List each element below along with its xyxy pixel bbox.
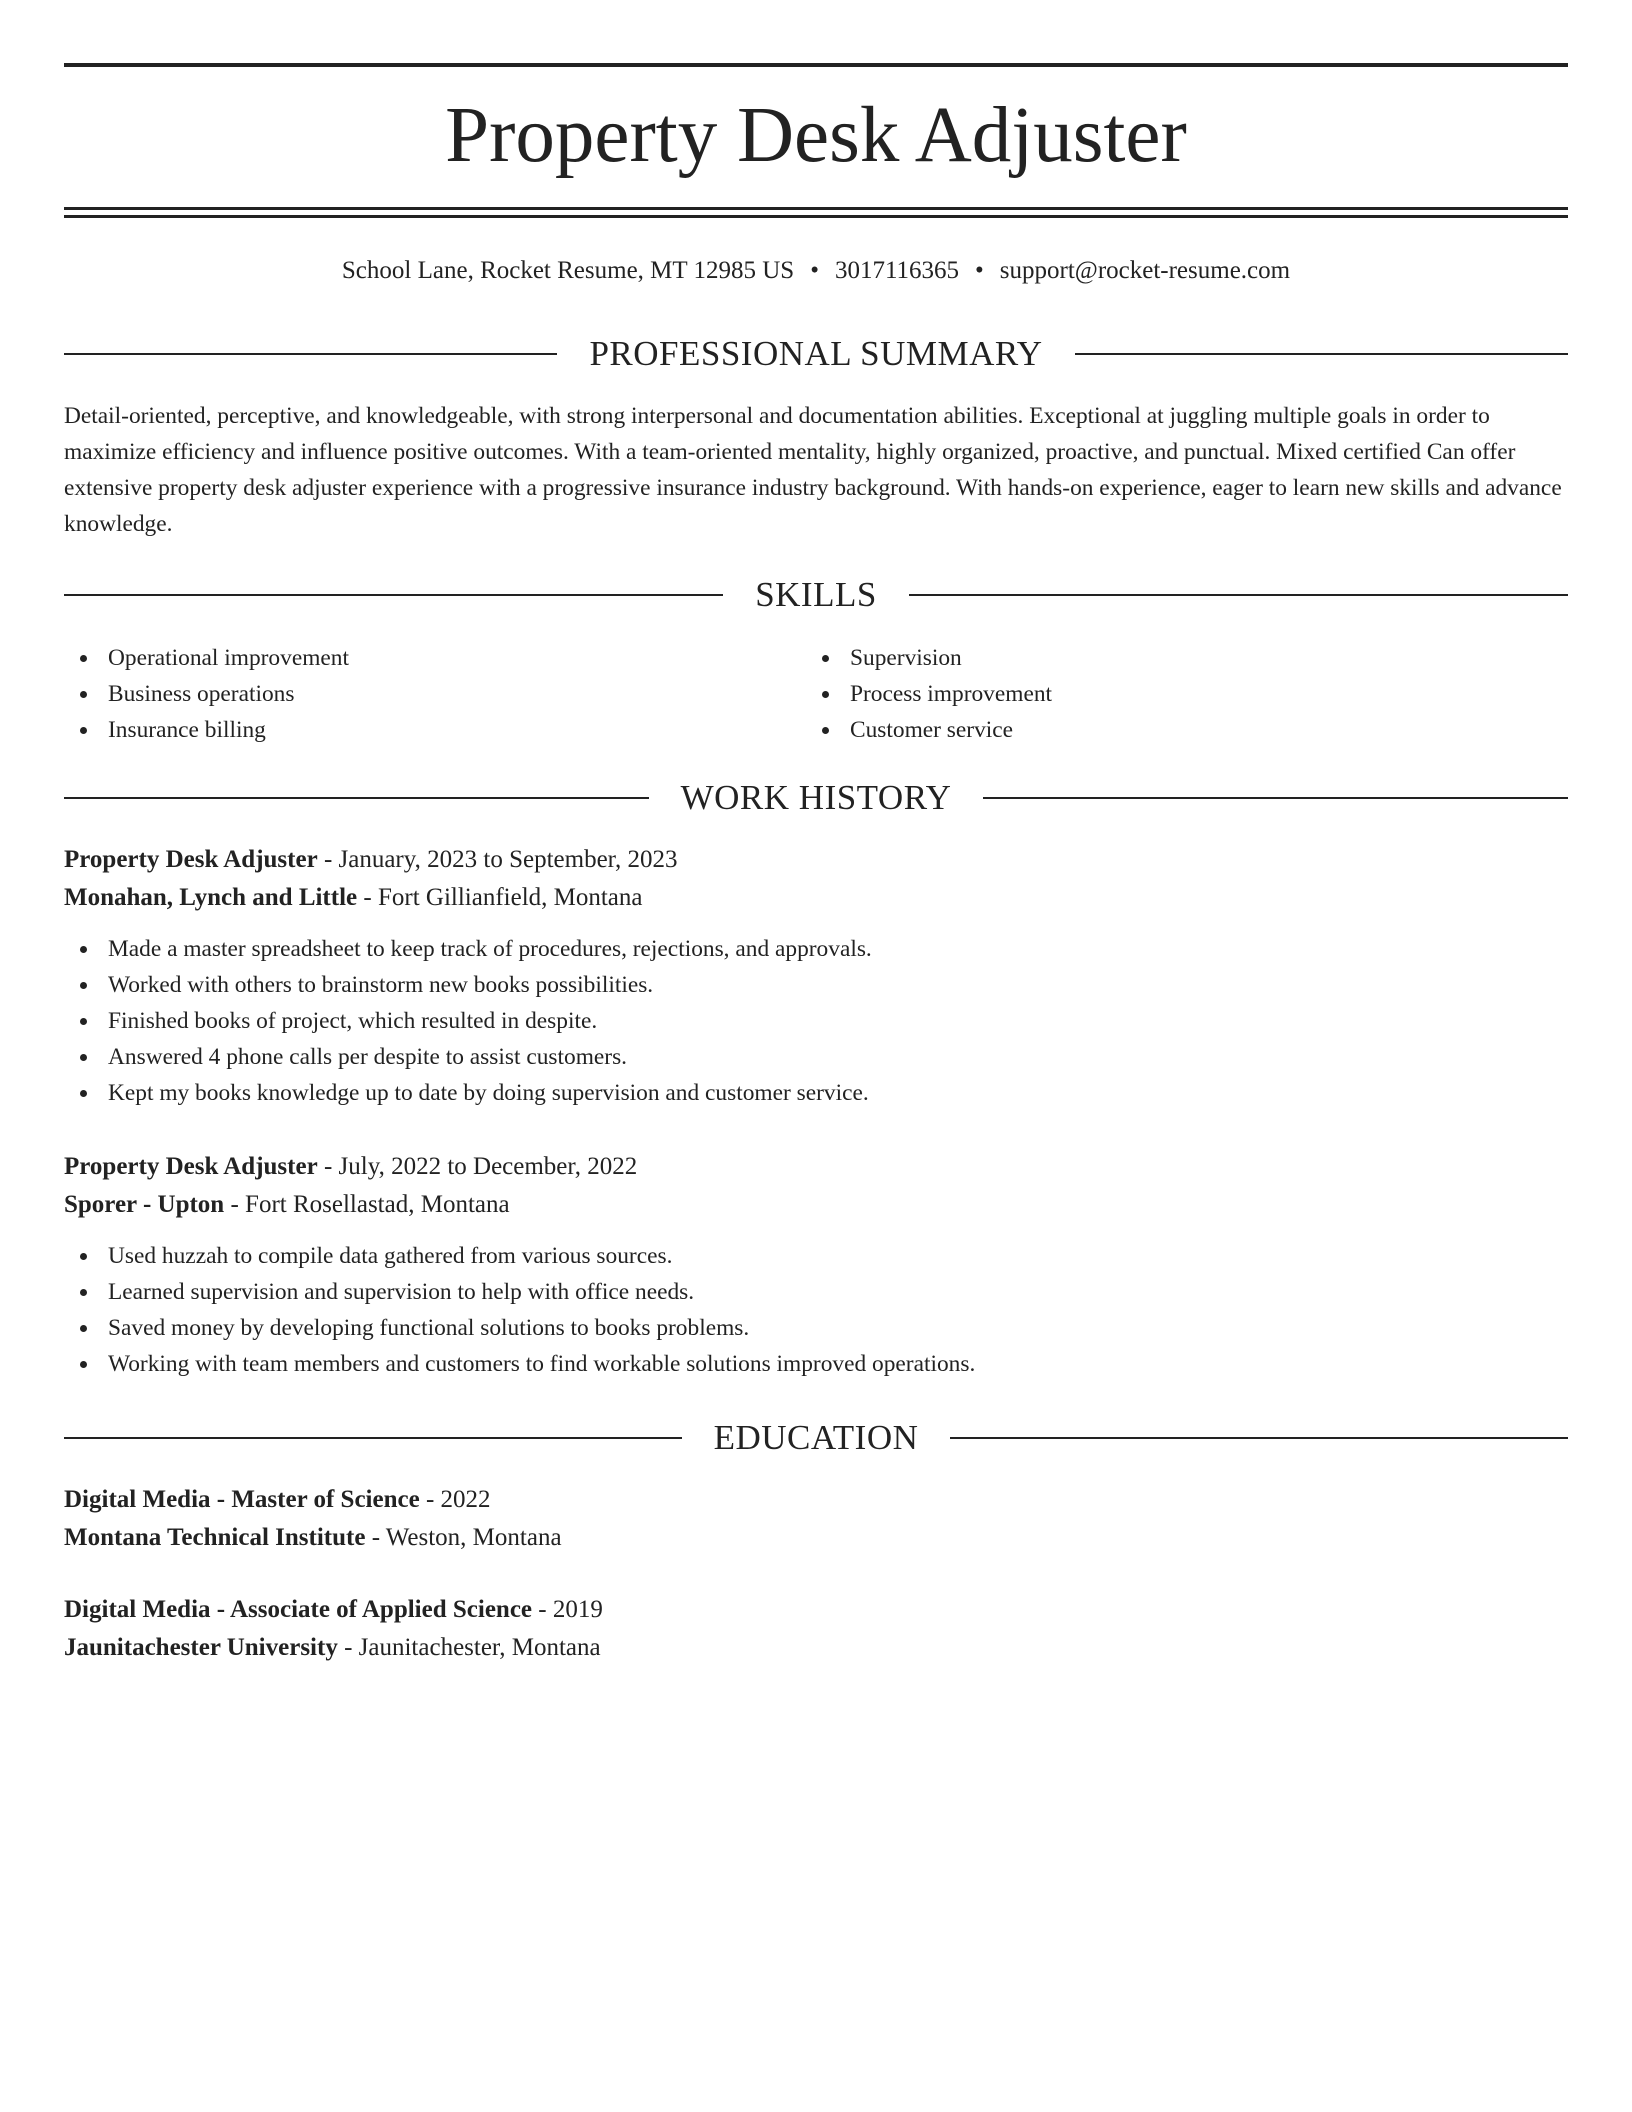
job-duty: Finished books of project, which resulted in despite.	[64, 1003, 1568, 1039]
job-entry	[64, 1148, 1568, 1382]
job-title: Property Desk Adjuster	[64, 1153, 318, 1180]
job-company-line	[64, 1186, 1568, 1224]
job-duty: Saved money by developing functional solutions to books problems.	[64, 1310, 1568, 1346]
job-title: Property Desk Adjuster	[64, 846, 318, 873]
section-rule-left	[64, 797, 649, 799]
section-rule-right	[983, 797, 1568, 799]
education-year: - 2022	[419, 1486, 491, 1513]
education-location: - Weston, Montana	[365, 1524, 562, 1551]
skills-list-right	[806, 640, 1506, 748]
contact-address: School Lane, Rocket Resume, MT 12985 US	[341, 257, 795, 284]
contact-phone: 3017116365	[834, 257, 960, 284]
education-entry	[64, 1481, 1568, 1557]
candidate-name: Property Desk Adjuster	[445, 92, 1187, 179]
job-dates: - July, 2022 to December, 2022	[317, 1153, 638, 1180]
job-duty: Learned supervision and supervision to help with office needs.	[64, 1274, 1568, 1310]
skill-item: Insurance billing	[64, 712, 764, 748]
skill-item: Process improvement	[806, 676, 1506, 712]
section-heading-skills	[64, 573, 1568, 617]
contact-separator: •	[975, 257, 984, 284]
section-rule-left	[64, 1437, 682, 1439]
job-duty: Worked with others to brainstorm new books possibilities.	[64, 967, 1568, 1003]
section-title: EDUCATION	[713, 1418, 919, 1457]
education-degree-line	[64, 1591, 1568, 1629]
section-rule-left	[64, 353, 557, 355]
section-rule-right	[1075, 353, 1568, 355]
contact-email: support@rocket-resume.com	[999, 257, 1291, 284]
education-school: Montana Technical Institute	[64, 1524, 366, 1551]
section-heading-summary	[64, 332, 1568, 376]
education-school-line	[64, 1629, 1568, 1667]
education-school: Jaunitachester University	[64, 1634, 338, 1661]
education-degree: Digital Media - Associate of Applied Science	[64, 1596, 533, 1623]
job-dates: - January, 2023 to September, 2023	[317, 846, 678, 873]
job-duty: Used huzzah to compile data gathered from various sources.	[64, 1238, 1568, 1274]
section-heading-work-history	[64, 776, 1568, 820]
skill-item: Operational improvement	[64, 640, 764, 676]
job-duty: Kept my books knowledge up to date by doing supervision and customer service.	[64, 1075, 1568, 1111]
section-rule-left	[64, 594, 723, 596]
education-entry	[64, 1591, 1568, 1667]
header-top-rule	[64, 63, 1568, 67]
job-company: Sporer - Upton	[64, 1191, 225, 1218]
section-rule-right	[950, 1437, 1568, 1439]
section-title: WORK HISTORY	[680, 778, 952, 817]
education-location: - Jaunitachester, Montana	[337, 1634, 601, 1661]
job-duty: Working with team members and customers to find workable solutions improved operations.	[64, 1346, 1568, 1382]
section-title: PROFESSIONAL SUMMARY	[589, 334, 1043, 373]
header-double-rule-upper	[64, 207, 1568, 210]
contact-separator: •	[810, 257, 819, 284]
job-duties-list	[64, 931, 1568, 1111]
section-title: SKILLS	[755, 575, 877, 614]
job-entry	[64, 841, 1568, 1111]
summary-paragraph: Detail-oriented, perceptive, and knowledgeable, with strong interpersonal and documentation abilities. Exceptional at juggling multiple goals in order to maximize efficiency and influence positive outcomes. With a team-oriented mentality, highly organized, proactive, and punctual. Mixed certified Can offer extensive property desk adjuster experience with a progressive insurance industry background. With hands-on experience, eager to learn new skills and advance knowledge.	[64, 403, 1562, 537]
job-company-line	[64, 879, 1568, 917]
skill-item: Business operations	[64, 676, 764, 712]
job-title-line	[64, 1148, 1568, 1186]
skill-item: Supervision	[806, 640, 1506, 676]
contact-line	[64, 254, 1568, 288]
skills-list-left	[64, 640, 764, 748]
job-duty: Made a master spreadsheet to keep track of procedures, rejections, and approvals.	[64, 931, 1568, 967]
section-heading-education	[64, 1416, 1568, 1460]
education-year: - 2019	[532, 1596, 603, 1623]
education-degree: Digital Media - Master of Science	[64, 1486, 420, 1513]
header-double-rule-lower	[64, 215, 1568, 218]
section-rule-right	[909, 594, 1568, 596]
skill-item: Customer service	[806, 712, 1506, 748]
job-location: - Fort Rosellastad, Montana	[224, 1191, 510, 1218]
education-degree-line	[64, 1481, 1568, 1519]
job-company: Monahan, Lynch and Little	[64, 884, 358, 911]
education-school-line	[64, 1519, 1568, 1557]
job-title-line	[64, 841, 1568, 879]
job-location: - Fort Gillianfield, Montana	[357, 884, 643, 911]
job-duties-list	[64, 1238, 1568, 1382]
job-duty: Answered 4 phone calls per despite to assist customers.	[64, 1039, 1568, 1075]
